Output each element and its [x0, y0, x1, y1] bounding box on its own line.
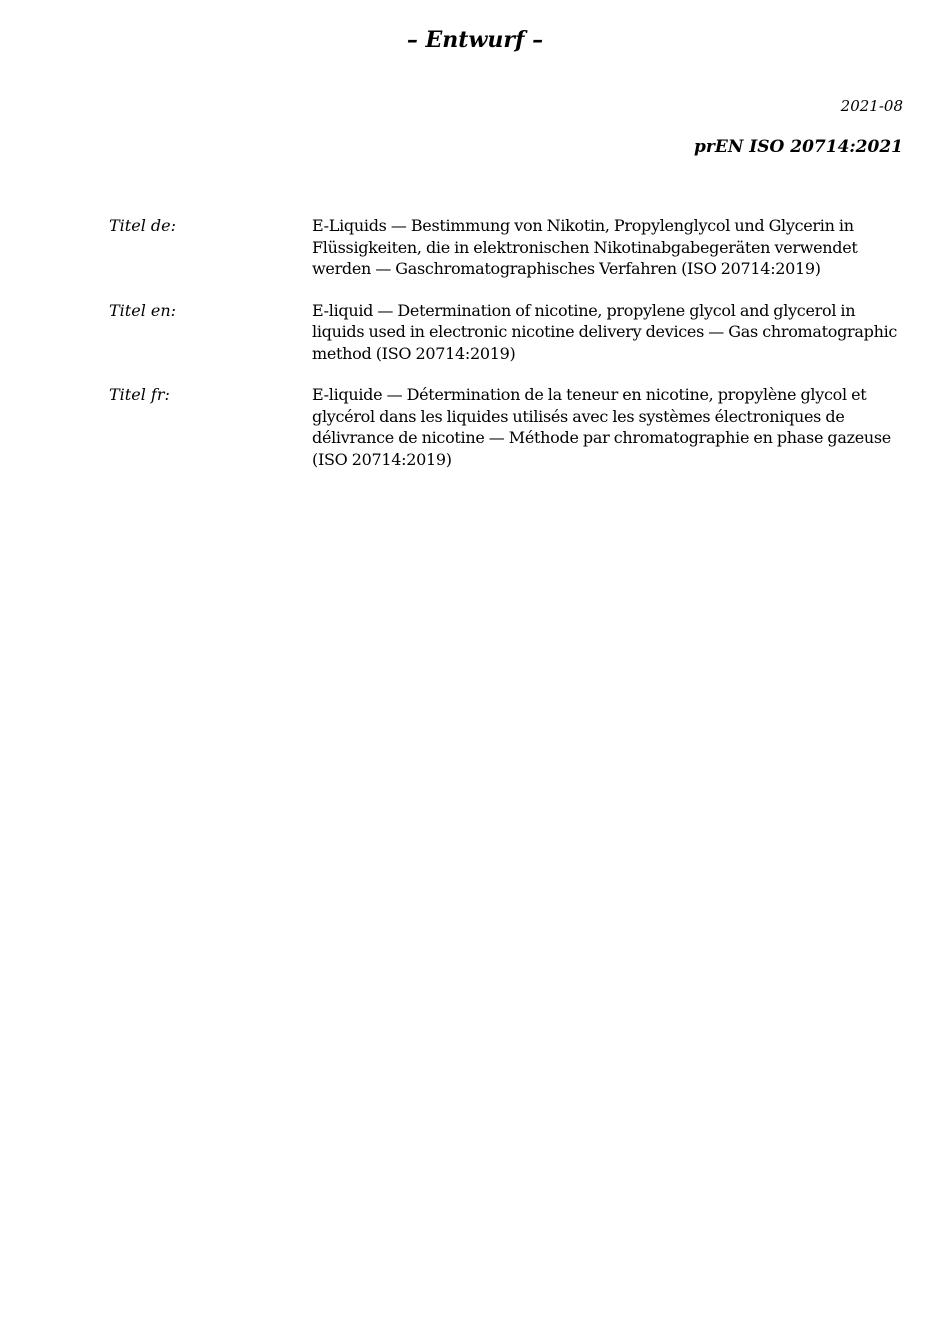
- document-reference: prEN ISO 20714:2021: [694, 137, 903, 157]
- document-date: 2021-08: [840, 97, 903, 115]
- title-row-fr: [109, 384, 909, 470]
- title-label-en: Titel en:: [109, 300, 177, 320]
- title-row-en: [109, 300, 909, 365]
- title-label-fr: Titel fr:: [109, 385, 170, 404]
- title-text-en: E-liquid — Determination of nicotine, propylene glycol and glycerol in liquids used in electronic nicotine delivery devices — Gas chromatographic method (ISO 20714:2019): [312, 300, 898, 363]
- title-text-de: E-Liquids — Bestimmung von Nikotin, Propylenglycol und Glycerin in Flüssigkeiten, die in elektronischen Nikotinabgabegeräten verwendet werden — Gaschromatographisches Verfahren (ISO 20714:2019): [312, 216, 858, 278]
- titles-section: [109, 215, 909, 490]
- title-label-de: Titel de:: [109, 216, 176, 235]
- title-text-fr: E-liquide — Détermination de la teneur en nicotine, propylène glycol et glycérol dans les liquides utilisés avec les systèmes électroniques de délivrance de nicotine — Méthode par chromatographie en phase gazeuse (ISO 20714:2019): [312, 385, 891, 469]
- draft-heading: – Entwurf –: [406, 27, 544, 53]
- title-row-de: [109, 215, 909, 280]
